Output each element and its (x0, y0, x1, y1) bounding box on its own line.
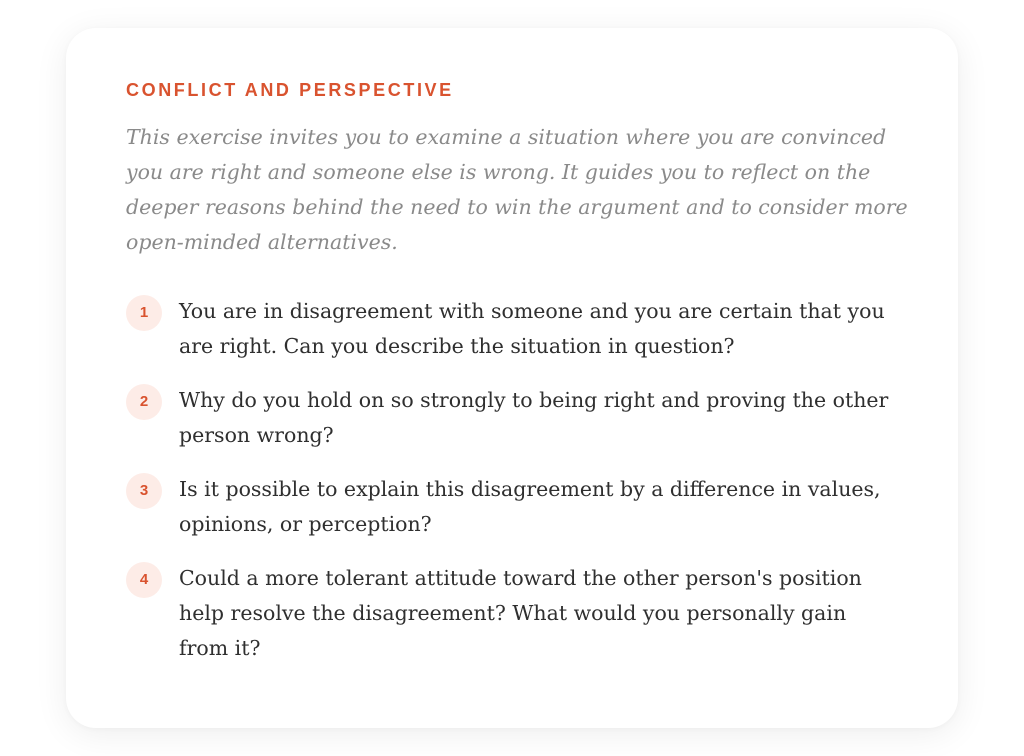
question-text: Could a more tolerant attitude toward the other person's position help resolve the disagreement? What would you personally gain from it? (179, 566, 862, 660)
question-text: Is it possible to explain this disagreement by a difference in values, opinions, or perception? (179, 477, 881, 536)
exercise-card (66, 28, 958, 728)
question-number-badge: 2 (126, 384, 162, 420)
question-item (126, 561, 898, 666)
exercise-intro: This exercise invites you to examine a situation where you are convinced you are right and someone else is wrong. It guides you to reflect on the deeper reasons behind the need to win the argument and to consider more open-minded alternatives. (126, 125, 908, 254)
question-item (126, 472, 898, 542)
question-number-badge: 1 (126, 295, 162, 331)
question-text: You are in disagreement with someone and you are certain that you are right. Can you describe the situation in question? (179, 299, 885, 358)
question-item (126, 383, 898, 453)
question-item (126, 294, 898, 364)
exercise-category-heading: CONFLICT AND PERSPECTIVE (126, 80, 454, 100)
question-text: Why do you hold on so strongly to being right and proving the other person wrong? (179, 388, 889, 447)
question-number-badge: 4 (126, 562, 162, 598)
question-number-badge: 3 (126, 473, 162, 509)
question-list (126, 294, 898, 666)
